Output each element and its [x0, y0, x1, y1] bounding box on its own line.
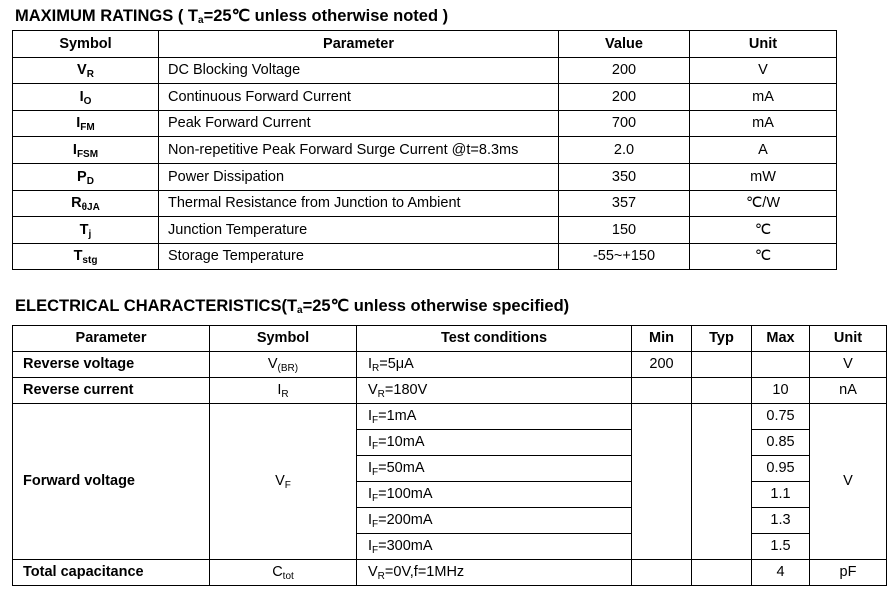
max-cell [752, 352, 810, 378]
parameter-cell: Power Dissipation [159, 163, 559, 190]
maximum-ratings-table [12, 30, 837, 270]
condition-cell: $I_F=10mA$ [357, 430, 632, 456]
parameter-cell: Total capacitance [13, 560, 210, 586]
max-cell: 0.95 [752, 456, 810, 482]
unit-cell: ℃ [690, 243, 837, 270]
symbol-cell: $I_{FM}$ [13, 110, 159, 137]
header-symbol: Symbol [210, 326, 357, 352]
unit-cell: A [690, 137, 837, 164]
condition-cell: $V_R=0V,f=1MHz$ [357, 560, 632, 586]
max-cell: 1.1 [752, 482, 810, 508]
value-cell: 357 [559, 190, 690, 217]
unit-cell: mA [690, 110, 837, 137]
condition-cell: $I_F=100mA$ [357, 482, 632, 508]
electrical-characteristics-table [12, 325, 887, 586]
title-text: =25℃ unless otherwise noted ) [203, 7, 449, 25]
symbol-cell: $I_O$ [13, 84, 159, 111]
min-cell [632, 378, 692, 404]
value-cell: 350 [559, 163, 690, 190]
header-max: Max [752, 326, 810, 352]
typ-cell [692, 404, 752, 560]
title-text: MAXIMUM RATINGS ( T [15, 7, 199, 25]
table-row [13, 243, 837, 270]
typ-cell [692, 378, 752, 404]
parameter-cell: Storage Temperature [159, 243, 559, 270]
unit-cell: ℃ [690, 217, 837, 244]
table-row [13, 217, 837, 244]
condition-cell: $I_F=1mA$ [357, 404, 632, 430]
table-row [13, 352, 887, 378]
condition-cell: $I_F=200mA$ [357, 508, 632, 534]
parameter-cell: Non-repetitive Peak Forward Surge Current @t=8.3ms [159, 137, 559, 164]
symbol-cell: $I_{FSM}$ [13, 137, 159, 164]
header-unit: Unit [690, 31, 837, 58]
unit-cell: V [810, 404, 887, 560]
symbol-cell: $R_{\theta JA}$ [13, 190, 159, 217]
unit-cell: pF [810, 560, 887, 586]
condition-cell: $I_F=50mA$ [357, 456, 632, 482]
symbol-cell: $V_R$ [13, 57, 159, 84]
table-row [13, 110, 837, 137]
header-typ: Typ [692, 326, 752, 352]
header-value: Value [559, 31, 690, 58]
max-cell: 10 [752, 378, 810, 404]
min-cell [632, 404, 692, 560]
title-subscript: a [198, 15, 204, 26]
unit-cell: V [810, 352, 887, 378]
parameter-cell: Peak Forward Current [159, 110, 559, 137]
header-row [13, 326, 887, 352]
parameter-cell: Reverse voltage [13, 352, 210, 378]
parameter-cell: Thermal Resistance from Junction to Ambient [159, 190, 559, 217]
typ-cell [692, 352, 752, 378]
table-row [13, 84, 837, 111]
header-test-conditions: Test conditions [357, 326, 632, 352]
symbol-cell: $V_{(BR)}$ [210, 352, 357, 378]
title-text: =25℃ unless otherwise specified) [302, 297, 570, 315]
title-subscript: a [297, 305, 303, 316]
value-cell: 150 [559, 217, 690, 244]
value-cell: -55~+150 [559, 243, 690, 270]
symbol-cell: $V_F$ [210, 404, 357, 560]
header-symbol: Symbol [13, 31, 159, 58]
condition-cell: $V_R=180V$ [357, 378, 632, 404]
header-parameter: Parameter [13, 326, 210, 352]
unit-cell: ℃/W [690, 190, 837, 217]
symbol-cell: $C_{tot}$ [210, 560, 357, 586]
parameter-cell: Forward voltage [13, 404, 210, 560]
value-cell: 2.0 [559, 137, 690, 164]
max-cell: 4 [752, 560, 810, 586]
typ-cell [692, 560, 752, 586]
header-row [13, 31, 837, 58]
parameter-cell: Junction Temperature [159, 217, 559, 244]
symbol-cell: $P_D$ [13, 163, 159, 190]
max-cell: 0.85 [752, 430, 810, 456]
header-min: Min [632, 326, 692, 352]
value-cell: 700 [559, 110, 690, 137]
symbol-cell: $I_R$ [210, 378, 357, 404]
table-row [13, 190, 837, 217]
symbol-cell: $T_{stg}$ [13, 243, 159, 270]
parameter-cell: Continuous Forward Current [159, 84, 559, 111]
table-row [13, 163, 837, 190]
title-text: ELECTRICAL CHARACTERISTICS(T [15, 297, 298, 315]
table-row [13, 137, 837, 164]
unit-cell: mW [690, 163, 837, 190]
unit-cell: mA [690, 84, 837, 111]
min-cell [632, 560, 692, 586]
table-row [13, 378, 887, 404]
header-parameter: Parameter [159, 31, 559, 58]
value-cell: 200 [559, 57, 690, 84]
parameter-cell: Reverse current [13, 378, 210, 404]
maximum-ratings-title [15, 6, 448, 26]
table-row [13, 560, 887, 586]
header-unit: Unit [810, 326, 887, 352]
unit-cell: nA [810, 378, 887, 404]
condition-cell: $I_F=300mA$ [357, 534, 632, 560]
max-cell: 1.3 [752, 508, 810, 534]
value-cell: 200 [559, 84, 690, 111]
max-cell: 0.75 [752, 404, 810, 430]
electrical-characteristics-title [15, 296, 569, 316]
unit-cell: V [690, 57, 837, 84]
max-cell: 1.5 [752, 534, 810, 560]
table-row [13, 57, 837, 84]
table-row [13, 404, 887, 430]
parameter-cell: DC Blocking Voltage [159, 57, 559, 84]
symbol-cell: $T_j$ [13, 217, 159, 244]
min-cell: 200 [632, 352, 692, 378]
condition-cell: $I_R=5\mu A$ [357, 352, 632, 378]
